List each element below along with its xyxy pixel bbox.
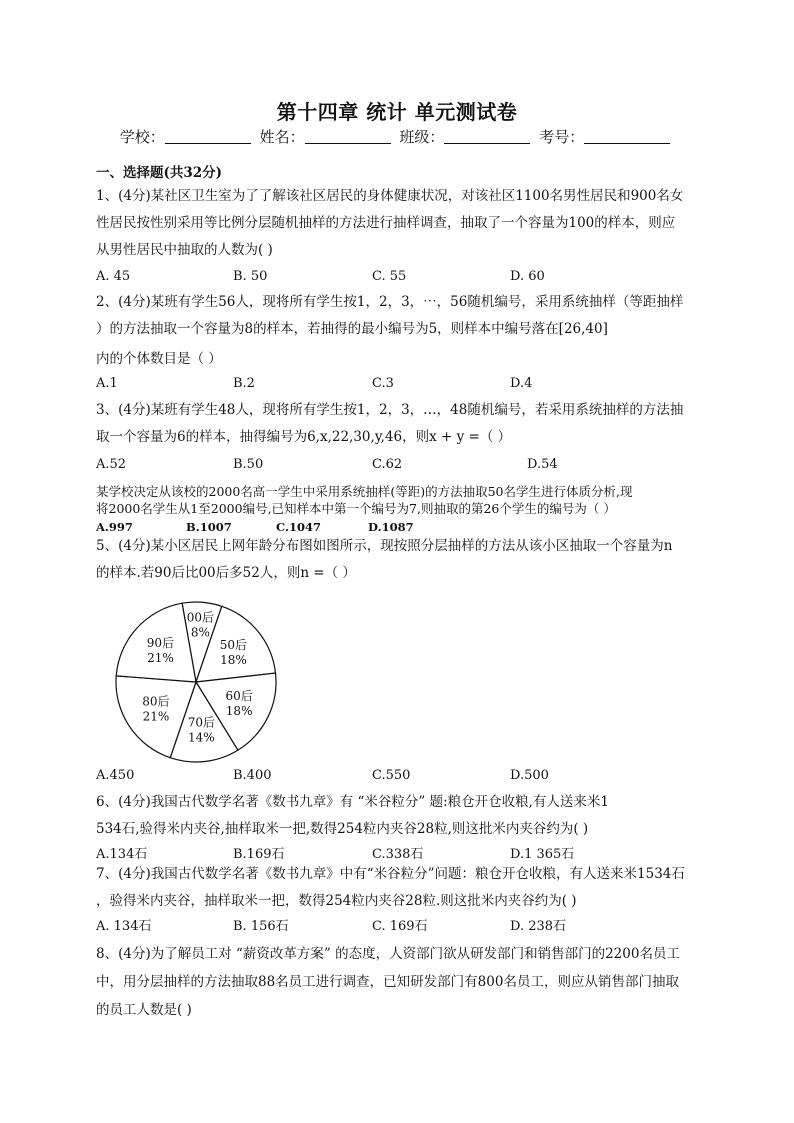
q2-option-d[interactable]: D.4 (510, 376, 533, 391)
q6-option-b[interactable]: B.169石 (233, 847, 285, 862)
q3-option-d[interactable]: D.54 (527, 457, 558, 472)
q5-line2: 的样本.若90后比00后多52人，则n =（ ） (96, 565, 356, 581)
q7-line1: 7、(4分)我国古代数学名著《数书九章》中有“米谷粒分”问题：粮仓开仓收粮，有人送来米1534石 (96, 866, 685, 882)
q2-option-b[interactable]: B.2 (233, 376, 255, 391)
q5-option-b[interactable]: B.400 (233, 768, 272, 783)
pie-value-label: 8% (190, 625, 210, 640)
school-blank[interactable] (165, 129, 251, 144)
q1-option-a[interactable]: A. 45 (96, 269, 131, 284)
pie-value-label: 21% (147, 650, 174, 665)
q7-option-a[interactable]: A. 134石 (96, 919, 152, 934)
q3-option-c[interactable]: C.62 (372, 457, 403, 472)
q3-option-b[interactable]: B.50 (233, 457, 264, 472)
class-blank[interactable] (444, 129, 530, 144)
number-blank[interactable] (584, 129, 670, 144)
q4-option-a[interactable]: A.997 (96, 520, 133, 534)
q5-option-c[interactable]: C.550 (372, 768, 411, 783)
pie-value-label: 18% (225, 704, 253, 719)
q5-option-d[interactable]: D.500 (510, 768, 549, 783)
q5-option-a[interactable]: A.450 (96, 768, 135, 783)
q2-option-c[interactable]: C.3 (372, 376, 394, 391)
pie-value-label: 18% (220, 652, 247, 667)
page-title: 第十四章 统计 单元测试卷 (276, 100, 518, 124)
q2-line1: 2、(4分)某班有学生56人，现将所有学生按1，2，3，⋯，56随机编号，采用系统抽样（等距抽样 (96, 294, 684, 310)
pie-category-label: 90后 (146, 635, 175, 650)
pie-category-label: 50后 (219, 637, 248, 652)
number-label: 考号： (539, 128, 585, 146)
age-pie-chart (112, 598, 280, 766)
q7-line2: ，验得米内夹谷，抽样取米一把，数得254粒内夹谷28粒.则这批米内夹谷约为( ) (96, 893, 577, 909)
q3-line1: 3、(4分)某班有学生48人，现将所有学生按1，2，3，…，48随机编号，若采用系统抽样的方法抽 (96, 402, 684, 418)
q6-option-a[interactable]: A.134石 (96, 847, 148, 862)
q6-line2: 534石,验得米内夹谷,抽样取米一把,数得254粒内夹谷28粒,则这批米内夹谷约为( ) (96, 821, 589, 837)
name-blank[interactable] (305, 129, 391, 144)
q1-option-c[interactable]: C. 55 (372, 269, 407, 284)
q4-option-d[interactable]: D.1087 (368, 520, 414, 534)
student-info-row (0, 126, 794, 147)
pie-category-label: 00后 (186, 610, 215, 625)
q6-line1: 6、(4分)我国古代数学名著《数书九章》有 “米谷粒分” 题:粮仓开仓收粮,有人送来米1 (96, 794, 610, 810)
pie-value-label: 14% (188, 730, 215, 745)
q6-option-c[interactable]: C.338石 (372, 847, 424, 862)
q3-option-a[interactable]: A.52 (96, 457, 127, 472)
q3-line2: 取一个容量为6的样本，抽得编号为6,x,22,30,y,46，则x + y =（ ） (96, 429, 512, 445)
pie-value-label: 21% (142, 709, 170, 724)
q1-line2: 性居民按性别采用等比例分层随机抽样的方法进行抽样调查，抽取了一个容量为100的样本，则应 (96, 215, 676, 231)
q8-line2: 中，用分层抽样的方法抽取88名员工进行调查，已知研发部门有800名员工，则应从销售部门抽取 (96, 974, 679, 990)
name-label: 姓名： (259, 128, 305, 146)
pie-category-label: 80后 (142, 694, 170, 709)
q1-option-b[interactable]: B. 50 (233, 269, 268, 284)
pie-category-label: 60后 (225, 689, 253, 704)
q4-option-b[interactable]: B.1007 (186, 520, 232, 534)
q7-option-b[interactable]: B. 156石 (233, 919, 289, 934)
q4-option-c[interactable]: C.1047 (276, 520, 321, 534)
q5-line1: 5、(4分)某小区居民上网年龄分布图如图所示，现按照分层抽样的方法从该小区抽取一个容量为n (96, 538, 673, 554)
q4-line2: 将2000名学生从1至2000编号,已知样本中第一个编号为7,则抽取的第26个学生的编号为（ ） (96, 501, 616, 516)
school-label: 学校： (119, 128, 165, 146)
class-label: 班级： (399, 128, 445, 146)
q8-line1: 8、(4分)为了解员工对 “薪资改革方案” 的态度，人资部门欲从研发部门和销售部门的2200名员工 (96, 946, 680, 962)
q7-option-c[interactable]: C. 169石 (372, 919, 428, 934)
q2-line3: 内的个体数目是（ ） (96, 351, 222, 367)
q2-option-a[interactable]: A.1 (96, 376, 118, 391)
q1-line1: 1、(4分)某社区卫生室为了了解该社区居民的身体健康状况，对该社区1100名男性居民和900名女 (96, 188, 684, 204)
q8-line3: 的员工人数是( ) (96, 1002, 192, 1018)
q7-option-d[interactable]: D. 238石 (510, 919, 567, 934)
pie-category-label: 70后 (187, 715, 215, 730)
q1-option-d[interactable]: D. 60 (510, 269, 545, 284)
q2-line2: ）的方法抽取一个容量为8的样本，若抽得的最小编号为5，则样本中编号落在[26,40] (96, 321, 608, 337)
q1-line3: 从男性居民中抽取的人数为( ) (96, 242, 273, 258)
q6-option-d[interactable]: D.1 365石 (510, 847, 575, 862)
q4-line1: 某学校决定从该校的2000名高一学生中采用系统抽样(等距)的方法抽取50名学生进行体质分析,现 (96, 484, 633, 499)
pie-svg (112, 598, 280, 766)
section-heading: 一、选择题(共32分) (96, 165, 223, 181)
